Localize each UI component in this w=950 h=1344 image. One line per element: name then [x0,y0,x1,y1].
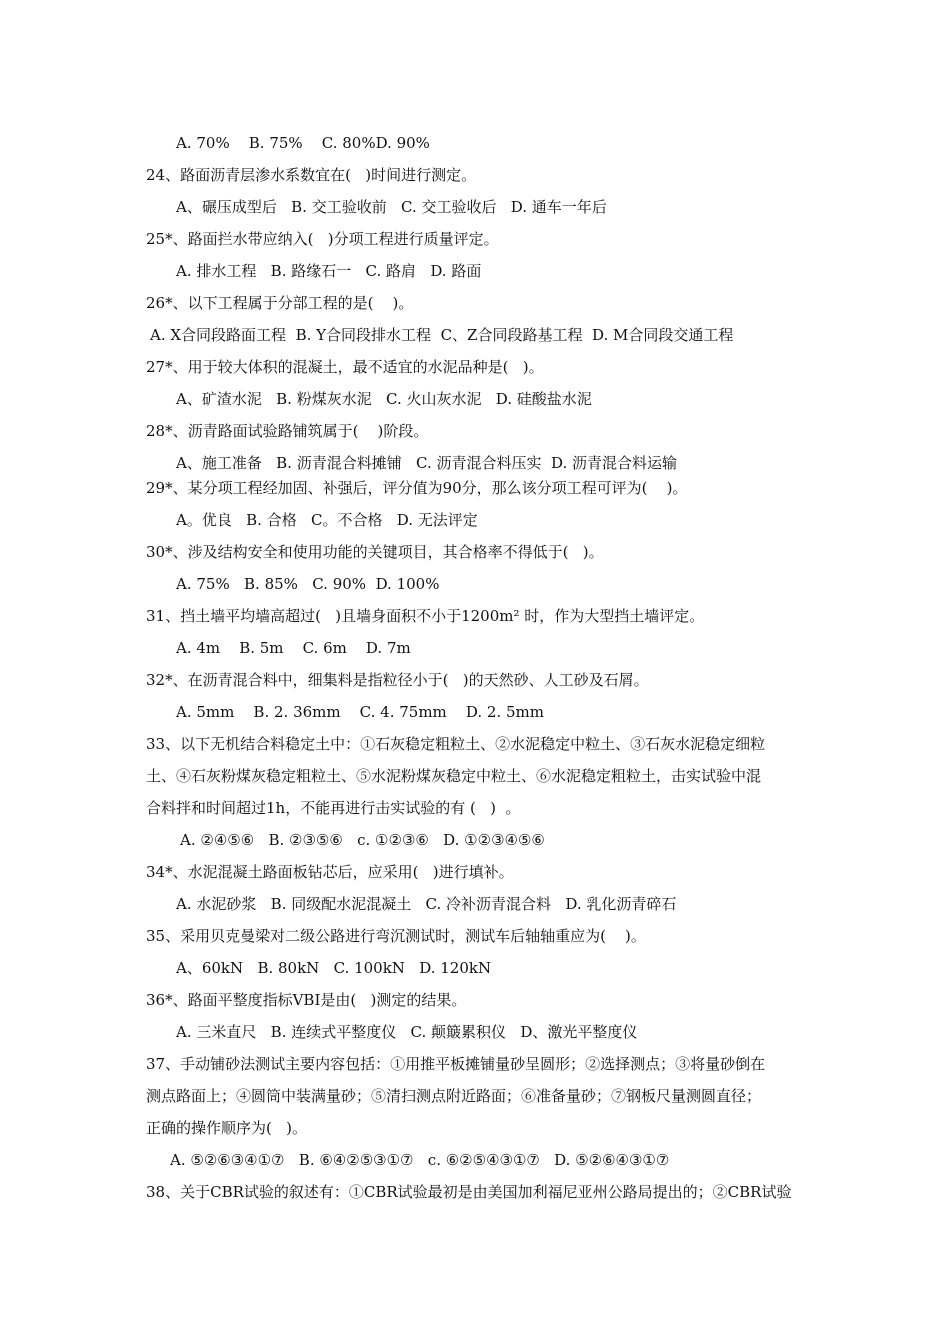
q33-question-line3: 合料拌和时间超过1h，不能再进行击实试验的有 ( ) 。 [146,799,521,817]
q24-options: A、碾压成型后 B. 交工验收前 C. 交工验收后 D. 通车一年后 [176,198,607,216]
q27-options: A、矿渣水泥 B. 粉煤灰水泥 C. 火山灰水泥 D. 硅酸盐水泥 [176,390,592,408]
q25-options: A. 排水工程 B. 路缘石一 C. 路肩 D. 路面 [176,262,482,280]
q38-question-line1: 38、关于CBR试验的叙述有：①CBR试验最初是由美国加利福尼亚州公路局提出的；②CBR试验 [146,1183,792,1201]
q24-question: 24、路面沥青层渗水系数宜在( )时间进行测定。 [146,166,477,184]
q34-options: A. 水泥砂浆 B. 同级配水泥混凝土 C. 冷补沥青混合料 D. 乳化沥青碎石 [176,895,677,913]
q29-options: A。优良 B. 合格 C。不合格 D. 无法评定 [176,511,478,529]
q37-question-line3: 正确的操作顺序为( )。 [146,1119,308,1137]
q26-options: A. X合同段路面工程 B. Y合同段排水工程 C、Z合同段路基工程 D. M合同段交通工程 [150,326,734,344]
q33-question-line2: 土、④石灰粉煤灰稳定粗粒土、⑤水泥粉煤灰稳定中粒土、⑥水泥稳定粗粒土，击实试验中混 [146,767,762,785]
q33-options: A. ②④⑤⑥ B. ②③⑤⑥ c. ①②③⑥ D. ①②③④⑤⑥ [180,831,545,849]
q34-question: 34*、水泥混凝土路面板钻芯后，应采用( )进行填补。 [146,863,514,881]
q32-question: 32*、在沥青混合料中，细集料是指粒径小于( )的天然砂、人工砂及石屑。 [146,671,649,689]
q23-options: A. 70% B. 75% C. 80%D. 90% [176,134,430,152]
q31-options: A. 4m B. 5m C. 6m D. 7m [176,639,411,657]
q28-options: A、施工准备 B. 沥青混合料摊铺 C. 沥青混合料压实 D. 沥青混合料运输 [176,454,678,472]
q33-question-line1: 33、以下无机结合料稳定土中：①石灰稳定粗粒土、②水泥稳定中粒土、③石灰水泥稳定细粒 [146,735,766,753]
q28-question: 28*、沥青路面试验路铺筑属于( )阶段。 [146,422,429,440]
q30-question: 30*、涉及结构安全和使用功能的关键项目，其合格率不得低于( )。 [146,543,604,561]
q32-options: A. 5mm B. 2. 36mm C. 4. 75mm D. 2. 5mm [176,703,544,721]
q36-options: A. 三米直尺 B. 连续式平整度仪 C. 颠簸累积仪 D、激光平整度仪 [176,1023,638,1041]
q37-question-line2: 测点路面上；④圆筒中装满量砂；⑤清扫测点附近路面；⑥准备量砂；⑦钢板尺量测圆直径； [146,1087,762,1105]
q25-question: 25*、路面拦水带应纳入( )分项工程进行质量评定。 [146,230,499,248]
q37-options: A. ⑤②⑥③④①⑦ B. ⑥④②⑤③①⑦ c. ⑥②⑤④③①⑦ D. ⑤②⑥④③①⑦ [170,1151,670,1169]
q27-question: 27*、用于较大体积的混凝土，最不适宜的水泥品种是( )。 [146,358,544,376]
q30-options: A. 75% B. 85% C. 90% D. 100% [176,575,440,593]
q35-options: A、60kN B. 80kN C. 100kN D. 120kN [176,959,492,977]
q26-question: 26*、以下工程属于分部工程的是( )。 [146,294,414,312]
q36-question: 36*、路面平整度指标VBI是由( )测定的结果。 [146,991,467,1009]
q35-question: 35、采用贝克曼梁对二级公路进行弯沉测试时，测试车后轴轴重应为( )。 [146,927,646,945]
q29-question: 29*、某分项工程经加固、补强后，评分值为90分，那么该分项工程可评为( )。 [146,479,688,497]
q31-question: 31、挡土墙平均墙高超过( )且墙身面积不小于1200m² 时，作为大型挡土墙评定。 [146,607,705,625]
q37-question-line1: 37、手动铺砂法测试主要内容包括：①用推平板摊铺量砂呈圆形；②选择测点；③将量砂倒在 [146,1055,766,1073]
